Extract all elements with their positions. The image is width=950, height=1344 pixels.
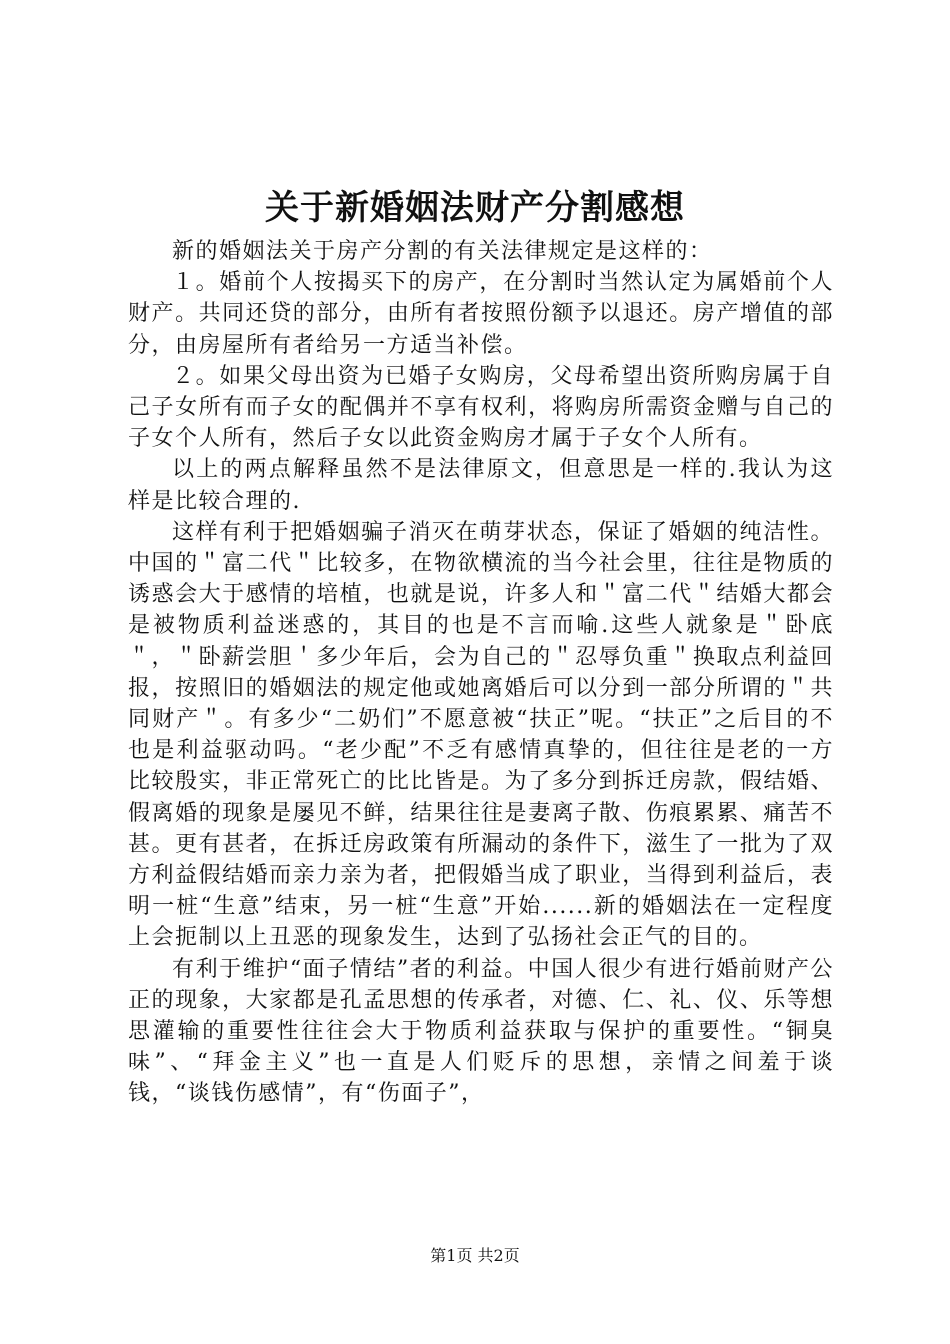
page-footer: 第1页 共2页: [430, 1246, 520, 1265]
paragraph-point-2: ２。如果父母出资为已婚子女购房，父母希望出资所购房属于自己子女所有而子女的配偶并不享有权利，将购房所需资金赠与自己的子女个人所有，然后子女以此资金购房才属于子女个人所有。: [128, 363, 834, 452]
document-body: [128, 236, 834, 1110]
paragraph-point-1: １。婚前个人按揭买下的房产，在分割时当然认定为属婚前个人财产。共同还贷的部分，由所有者按照份额予以退还。房产增值的部分，由房屋所有者给另一方适当补偿。: [128, 270, 834, 358]
paragraph-argument-2: 有利于维护“面子情结”者的利益。中国人很少有进行婚前财产公正的现象，大家都是孔孟思想的传承者，对德、仁、礼、仪、乐等想思灌输的重要性往往会大于物质利益获取与保护的重要性。“铜臭味”、“拜金主义”也一直是人们贬斥的思想，亲情之间羞于谈钱，“谈钱伤感情”，有“伤面子”，: [128, 956, 834, 1107]
paragraph-intro: 新的婚姻法关于房产分割的有关法律规定是这样的：: [172, 239, 713, 264]
document-title: 关于新婚姻法财产分割感想: [265, 188, 685, 228]
paragraph-summary: 以上的两点解释虽然不是法律原文，但意思是一样的.我认为这样是比较合理的.: [128, 457, 834, 514]
paragraph-argument-1: 这样有利于把婚姻骗子消灭在萌芽状态，保证了婚姻的纯洁性。中国的＂富二代＂比较多，在物欲横流的当今社会里，往往是物质的诱惑会大于感情的培植，也就是说，许多人和＂富二代＂结婚大都会是被物质利益迷惑的，其目的也是不言而喻.这些人就象是＂卧底＂，＂卧薪尝胆＇多少年后，会为自己的＂忍辱负重＂换取点利益回报，按照旧的婚姻法的规定他或她离婚后可以分到一部分所谓的＂共同财产＂。有多少“二奶们”不愿意被“扶正”呢。“扶正”之后目的不也是利益驱动吗。“老少配”不乏有感情真挚的，但往往是老的一方比较殷实，非正常死亡的比比皆是。为了多分到拆迁房款，假结婚、假离婚的现象是屡见不鲜，结果往往是妻离子散、伤痕累累、痛苦不甚。更有甚者，在拆迁房政策有所漏动的条件下，滋生了一批为了双方利益假结婚而亲力亲为者，把假婚当成了职业，当得到利益后，表明一桩“生意”结束，另一桩“生意”开始......新的婚姻法在一定程度上会扼制以上丑恶的现象发生，达到了弘扬社会正气的目的。: [128, 519, 835, 951]
